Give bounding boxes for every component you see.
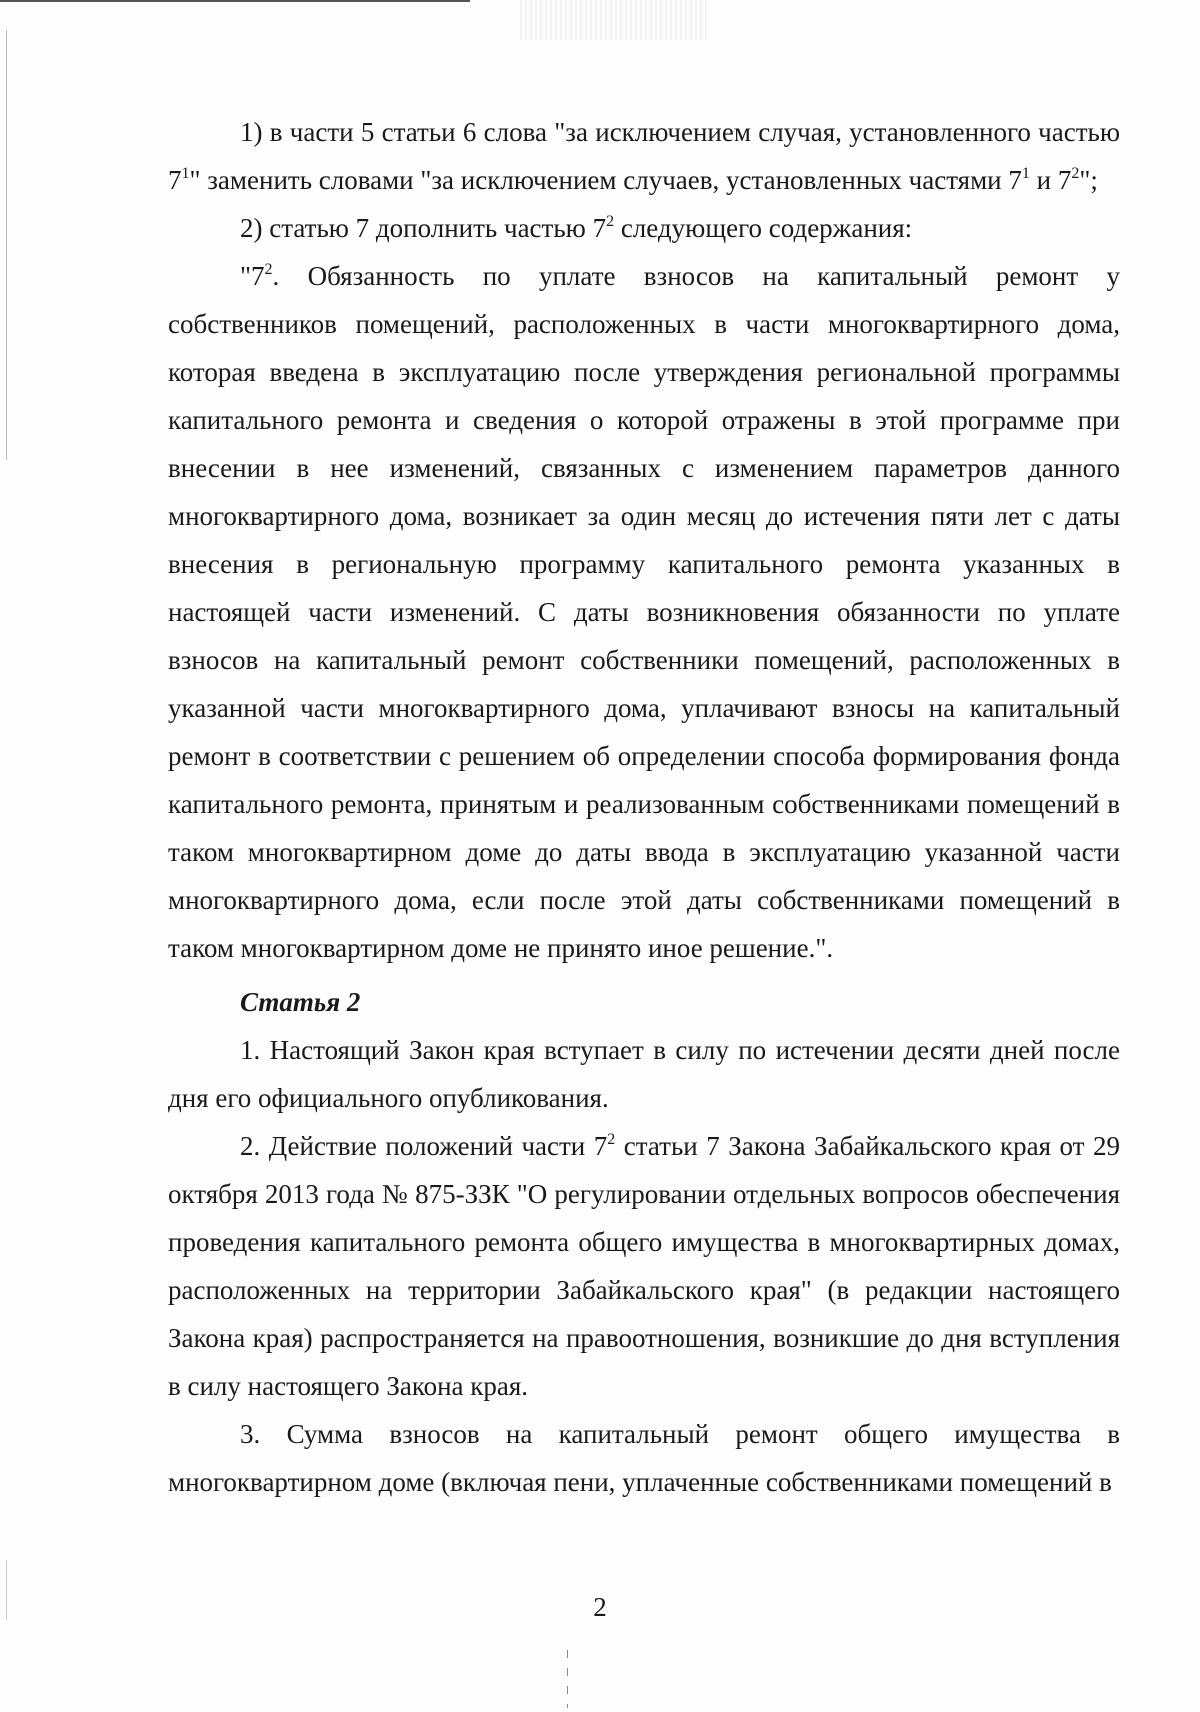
scan-smudge xyxy=(520,0,710,40)
page-number: 2 xyxy=(593,1592,607,1622)
scan-border-top xyxy=(0,0,470,2)
document-body xyxy=(168,108,1120,1506)
paragraph-clause-3: 3. Сумма взносов на капитальный ремонт общего имущества в многоквартирном доме (включая пени, уплаченные собственниками помещений в xyxy=(168,1419,1120,1497)
paragraph-item-1: 1) в части 5 статьи 6 слова "за исключением случая, установленного частью $7^1$" заменить словами "за исключением случаев, установленных частями $7^1$ и $7^2$"; xyxy=(168,117,1120,195)
paragraph-item-2: 2) статью 7 дополнить частью $7^2$ следующего содержания: xyxy=(240,213,913,243)
paragraph-clause-1: 1. Настоящий Закон края вступает в силу по истечении десяти дней после дня его официального опубликования. xyxy=(168,1035,1120,1113)
scan-border-left xyxy=(6,30,7,460)
paragraph-clause-2: 2. Действие положений части $7^2$ статьи 7 Закона Забайкальского края от 29 октября 2013 года № 875-ЗЗК "О регулировании отдельных вопросов обеспечения проведения капитального ремонта общего имущества в многоквартирных домах, расположенных на территории Забайкальского края" (в редакции настоящего Закона края) распространяется на правоотношения, возникшие до дня вступления в силу настоящего Закона края. xyxy=(168,1131,1120,1401)
scan-binding-mark xyxy=(567,1650,568,1708)
article-heading: Статья 2 xyxy=(240,987,361,1017)
paragraph-quoted-part: "$7^2$. Обязанность по уплате взносов на капитальный ремонт у собственников помещений, расположенных в части многоквартирного дома, которая введена в эксплуатацию после утверждения региональной программы капитального ремонта и сведения о которой отражены в этой программе при внесении в нее изменений, связанных с изменением параметров данного многоквартирного дома, возникает за один месяц до истечения пяти лет с даты внесения в региональную программу капитального ремонта указанных в настоящей части изменений. С даты возникновения обязанности по уплате взносов на капитальный ремонт собственники помещений, расположенных в указанной части многоквартирного дома, уплачивают взносы на капитальный ремонт в соответствии с решением об определении способа формирования фонда капитального ремонта, принятым и реализованным собственниками помещений в таком многоквартирном доме до даты ввода в эксплуатацию указанной части многоквартирного дома, если после этой даты собственниками помещений в таком многоквартирном доме не принято иное решение.". xyxy=(168,261,1120,963)
